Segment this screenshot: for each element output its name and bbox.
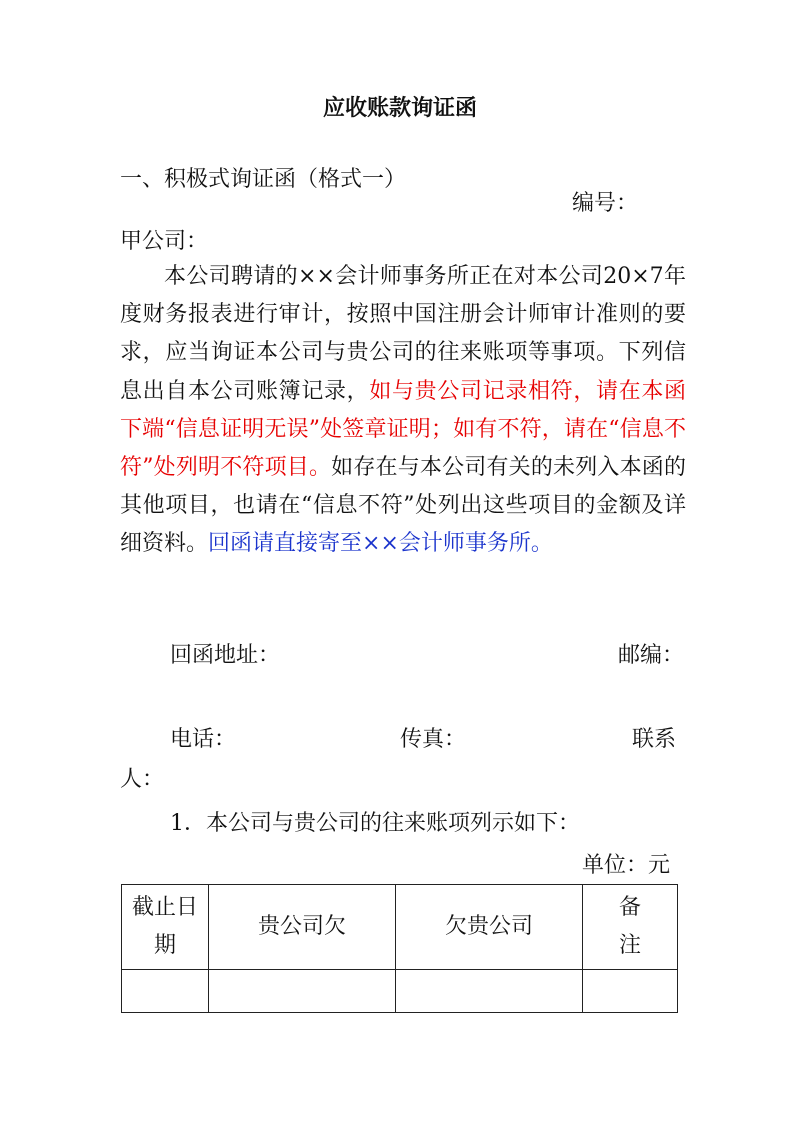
header-remark: 备 注 bbox=[583, 885, 678, 970]
reply-address-label: 回函地址： bbox=[170, 643, 281, 668]
body-text-blue: 回函请直接寄至××会计师事务所。 bbox=[208, 531, 553, 557]
number-label: 编号： bbox=[572, 191, 639, 216]
table-header-row bbox=[122, 885, 678, 970]
body-text-continued: 如存在与本公司有关的未列入本函的其他项目，也请在“信息不符”处列出这些项目的金额及详细资料。 bbox=[120, 455, 686, 557]
list-intro: 1．本公司与贵公司的往来账项列示如下： bbox=[170, 811, 580, 836]
body-text: 本公司聘请的××会计师事务所正在对本公司20×7年度财务报表进行审计，按照中国注册会计师审计准则的要求，应当询证本公司与贵公司的往来账项等事项。下列信息出自本公司账簿记录， bbox=[120, 264, 686, 404]
addressee: 甲公司： bbox=[120, 229, 209, 254]
fax-label: 传真： bbox=[400, 727, 467, 752]
table-cell[interactable] bbox=[396, 970, 583, 1013]
table-cell[interactable] bbox=[122, 970, 209, 1013]
body-text-red: 如与贵公司记录相符，请在本函下端“信息证明无误”处签章证明；如有不符，请在“信息不符”处列明不符项目。 bbox=[120, 378, 686, 481]
unit-label: 单位：元 bbox=[582, 853, 671, 878]
postcode-label: 邮编： bbox=[618, 643, 685, 668]
header-owed-by-you: 贵公司欠 bbox=[209, 885, 396, 970]
section-heading: 一、积极式询证函（格式一） bbox=[120, 167, 407, 192]
body-paragraph bbox=[120, 258, 686, 564]
accounts-table bbox=[121, 884, 678, 1013]
document-title: 应收账款询证函 bbox=[322, 95, 477, 121]
contact-person-label: 联系 bbox=[632, 727, 677, 752]
header-owed-to-you: 欠贵公司 bbox=[396, 885, 583, 970]
header-cutoff-date: 截止日 期 bbox=[122, 885, 209, 970]
contact-person-label-cont: 人： bbox=[120, 767, 165, 792]
table-cell[interactable] bbox=[583, 970, 678, 1013]
table-row bbox=[122, 970, 678, 1013]
table-cell[interactable] bbox=[209, 970, 396, 1013]
phone-label: 电话： bbox=[170, 727, 237, 752]
